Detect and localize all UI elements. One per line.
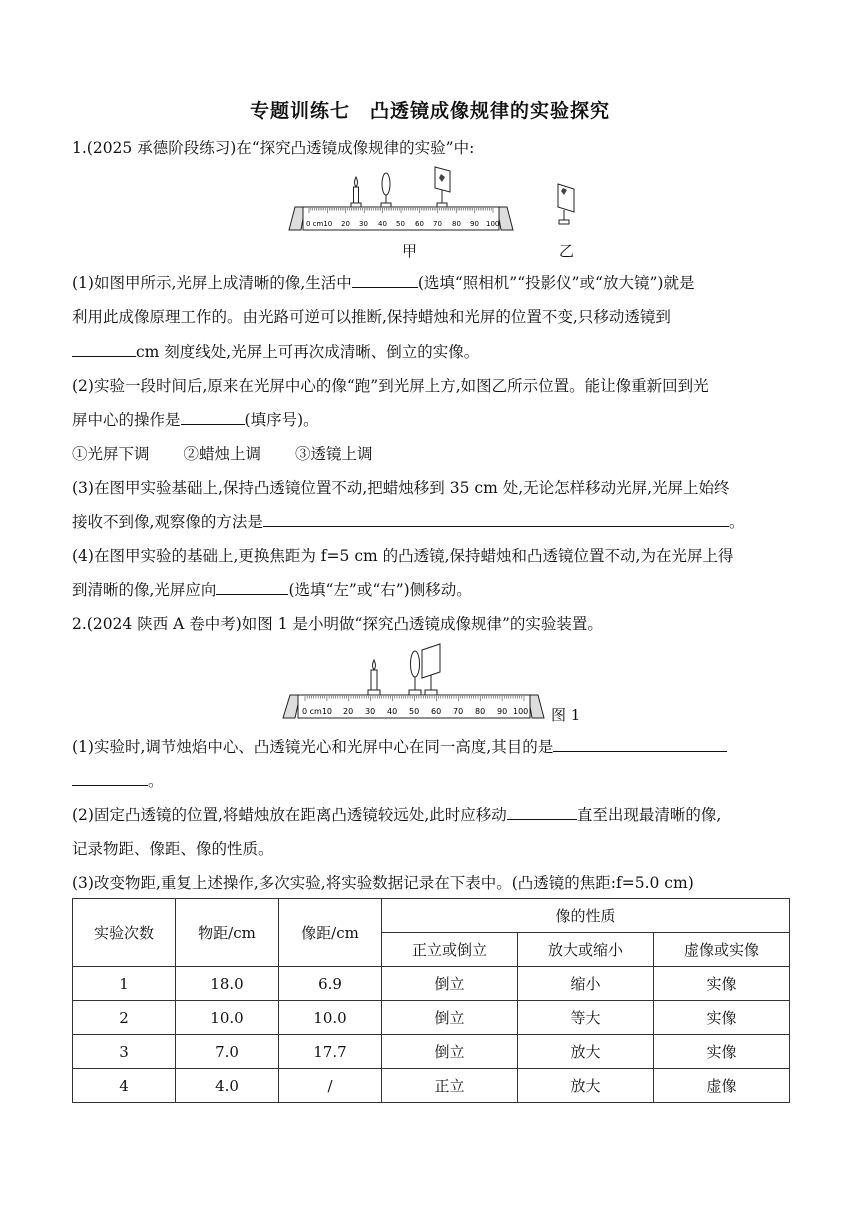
page-title: 专题训练七 凸透镜成像规律的实验探究 bbox=[249, 100, 610, 122]
candle-icon bbox=[368, 660, 380, 695]
ruler-label-30: 30 bbox=[359, 220, 368, 228]
figure-a-label: 甲 bbox=[402, 242, 418, 260]
ruler-bench bbox=[283, 695, 544, 718]
option-3: ③透镜上调 bbox=[295, 445, 373, 463]
figure-1-optical-bench bbox=[278, 642, 550, 722]
ruler-label-20: 20 bbox=[341, 220, 350, 228]
q1-part3-line2: 接收不到像,观察像的方法是 。 bbox=[72, 513, 745, 531]
q2-part2-line1: (2)固定凸透镜的位置,将蜡烛放在距离凸透镜较远处,此时应移动 直至出现最清晰的像, bbox=[72, 806, 722, 824]
figure-b-label: 乙 bbox=[559, 242, 575, 260]
ruler-label-60: 60 bbox=[431, 707, 442, 716]
ruler-label-0: 0 cm10 bbox=[302, 707, 333, 716]
figure-a-optical-bench bbox=[285, 162, 515, 234]
answer-blank[interactable] bbox=[216, 579, 288, 595]
q2-part3: (3)改变物距,重复上述操作,多次实验,将实验数据记录在下表中。(凸透镜的焦距:f=5.0 cm) bbox=[72, 874, 694, 892]
screen-icon bbox=[422, 644, 440, 695]
ruler-label-80: 80 bbox=[475, 707, 486, 716]
q2-part2-line2: 记录物距、像距、像的性质。 bbox=[72, 840, 274, 858]
option-2: ②蜡烛上调 bbox=[183, 445, 262, 463]
figure-1-label: 图 1 bbox=[551, 706, 581, 724]
answer-blank[interactable] bbox=[507, 804, 577, 820]
candle-icon bbox=[351, 177, 361, 207]
header-trial: 实验次数 bbox=[73, 899, 176, 967]
ruler-label-70: 70 bbox=[453, 707, 464, 716]
ruler-label-100: 100 bbox=[486, 220, 500, 228]
q1-part2-line2: 屏中心的操作是 (填序号)。 bbox=[72, 411, 319, 429]
ruler-label-100: 100 bbox=[513, 707, 529, 716]
q2-part1-line1: (1)实验时,调节烛焰中心、凸透镜光心和光屏中心在同一高度,其目的是 bbox=[72, 736, 727, 758]
q1-part2-line1: (2)实验一段时间后,原来在光屏中心的像“跑”到光屏上方,如图乙所示位置。能让像重新回到光 bbox=[72, 377, 709, 395]
answer-blank[interactable] bbox=[72, 770, 148, 786]
header-size: 放大或缩小 bbox=[518, 933, 654, 967]
header-image-nature: 像的性质 bbox=[382, 899, 790, 933]
option-1: ①光屏下调 bbox=[72, 445, 150, 463]
answer-blank[interactable] bbox=[263, 511, 729, 527]
screen-icon bbox=[435, 167, 450, 207]
answer-blank[interactable] bbox=[352, 272, 418, 288]
ruler-label-50: 50 bbox=[396, 220, 405, 228]
figure-b-screen bbox=[552, 182, 582, 230]
ruler-bench bbox=[289, 207, 513, 230]
lens-icon bbox=[409, 651, 421, 695]
header-image-distance: 像距/cm bbox=[279, 899, 382, 967]
ruler-label-40: 40 bbox=[387, 707, 398, 716]
experiment-data-table bbox=[72, 898, 790, 1103]
q1-part1-line3: cm 刻度线处,光屏上可再次成清晰、倒立的实像。 bbox=[72, 341, 479, 363]
ruler-label-70: 70 bbox=[433, 220, 442, 228]
table-row: 4 4.0 / 正立 放大 虚像 bbox=[73, 1069, 790, 1103]
answer-blank[interactable] bbox=[72, 341, 136, 357]
q1-part4-line2: 到清晰的像,光屏应向 (选填“左”或“右”)侧移动。 bbox=[72, 581, 472, 599]
ruler-label-20: 20 bbox=[343, 707, 354, 716]
q2-part1-line2: 。 bbox=[72, 770, 164, 792]
ruler-label-30: 30 bbox=[365, 707, 376, 716]
q1-part1-line1: (1)如图甲所示,光屏上成清晰的像,生活中 (选填“照相机”“投影仪”或“放大镜”)就是 bbox=[72, 274, 695, 292]
q2-stem: 2.(2024 陕西 A 卷中考)如图 1 是小明做“探究凸透镜成像规律”的实验装置。 bbox=[72, 615, 603, 633]
ruler-label-60: 60 bbox=[415, 220, 424, 228]
header-object-distance: 物距/cm bbox=[176, 899, 279, 967]
ruler-label-90: 90 bbox=[497, 707, 508, 716]
q1-stem: 1.(2025 承德阶段练习)在“探究凸透镜成像规律的实验”中: bbox=[72, 139, 475, 157]
ruler-label-0: 0 cm10 bbox=[306, 220, 333, 228]
ruler-label-40: 40 bbox=[378, 220, 387, 228]
table-row: 2 10.0 10.0 倒立 等大 实像 bbox=[73, 1001, 790, 1035]
q1-options bbox=[72, 443, 407, 465]
header-orientation: 正立或倒立 bbox=[382, 933, 518, 967]
q1-part1-line2: 利用此成像原理工作的。由光路可逆可以推断,保持蜡烛和光屏的位置不变,只移动透镜到 bbox=[72, 308, 671, 326]
table-row: 3 7.0 17.7 倒立 放大 实像 bbox=[73, 1035, 790, 1069]
table-row: 1 18.0 6.9 倒立 缩小 实像 bbox=[73, 967, 790, 1001]
q1-part4-line1: (4)在图甲实验的基础上,更换焦距为 f=5 cm 的凸透镜,保持蜡烛和凸透镜位置不动,为在光屏上得 bbox=[72, 547, 734, 565]
q1-part3-line1: (3)在图甲实验基础上,保持凸透镜位置不动,把蜡烛移到 35 cm 处,无论怎样移动光屏,光屏上始终 bbox=[72, 479, 730, 497]
answer-blank[interactable] bbox=[553, 736, 727, 752]
header-kind: 虚像或实像 bbox=[654, 933, 790, 967]
ruler-label-90: 90 bbox=[470, 220, 479, 228]
ruler-label-50: 50 bbox=[409, 707, 420, 716]
answer-blank[interactable] bbox=[181, 409, 245, 425]
ruler-label-80: 80 bbox=[452, 220, 461, 228]
lens-icon bbox=[381, 173, 391, 207]
